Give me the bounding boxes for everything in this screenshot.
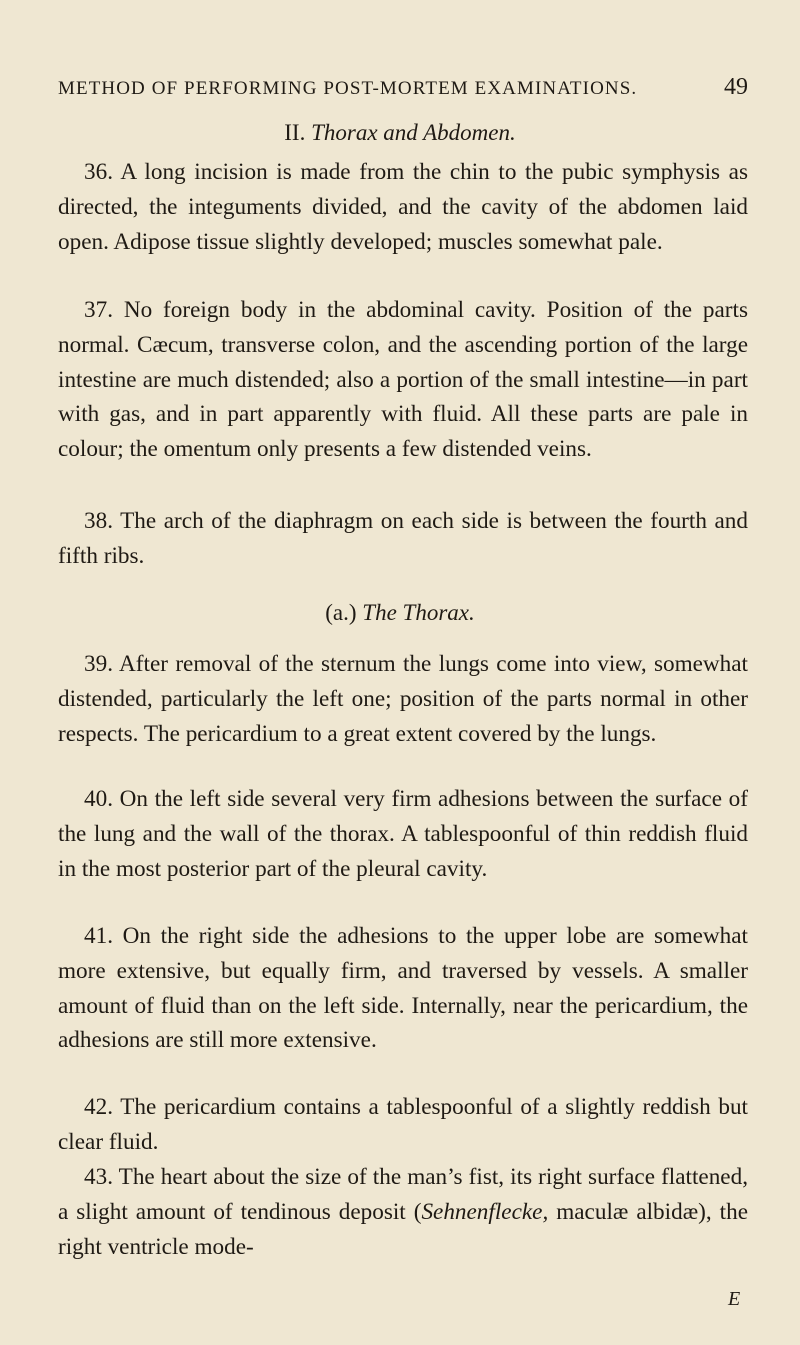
paragraph-37: 37. No foreign body in the abdominal cavity. Position of the parts normal. Cæcum, transverse colon, and the ascending portion of the large intestine are much distended; also a portion of the small intestine—in part with gas, and in part apparently with fluid. All these parts are pale in colour; the omentum only presents a few distended veins. <box>58 297 748 463</box>
section-heading-thorax-abdomen <box>0 120 800 146</box>
section-numeral: II. <box>284 120 306 145</box>
paragraph-43-italic-term: Sehnenflecke, <box>421 1198 549 1225</box>
paragraph-36: 36. A long incision is made from the chin to the pubic symphysis as directed, the integuments divided, and the cavity of the abdomen laid open. Adipose tissue slightly developed; muscles somewhat pale. <box>58 159 748 255</box>
paragraph-43 <box>58 1160 748 1264</box>
page-number: 49 <box>724 74 748 100</box>
subsection-title: The Thorax. <box>362 600 475 625</box>
paragraph-43-text-end: maculæ albidæ), the right ventricle mode- <box>58 1198 748 1260</box>
paragraph-41: 41. On the right side the adhesions to the upper lobe are somewhat more extensive, but equally firm, and traversed by vessels. A smaller amount of fluid than on the left side. Internally, near the pericardium, the adhesions are still more extensive. <box>58 923 748 1054</box>
section-title: Thorax and Abdomen. <box>311 120 516 145</box>
signature-mark: E <box>728 1288 741 1310</box>
paragraph-38: 38. The arch of the diaphragm on each side is between the fourth and fifth ribs. <box>58 508 748 569</box>
running-head <box>58 74 748 108</box>
paragraph-43-text-start: 43. The heart about the size of the man’s fist, its right surface flattened, a slight amount of tendinous deposit ( <box>58 1164 748 1225</box>
subsection-label: (a.) <box>325 600 357 625</box>
running-title: METHOD OF PERFORMING POST-MORTEM EXAMINATIONS. <box>58 78 638 99</box>
paragraph-39: 39. After removal of the sternum the lungs come into view, somewhat distended, particularly the left one; position of the parts normal in other respects. The pericardium to a great extent covered by the lungs. <box>58 651 748 747</box>
subsection-heading-thorax <box>0 600 800 626</box>
paragraph-40: 40. On the left side several very firm adhesions between the surface of the lung and the wall of the thorax. A tablespoonful of thin reddish fluid in the most posterior part of the pleural cavity. <box>58 786 748 882</box>
paragraph-42: 42. The pericardium contains a tablespoonful of a slightly reddish but clear fluid. <box>58 1094 748 1155</box>
